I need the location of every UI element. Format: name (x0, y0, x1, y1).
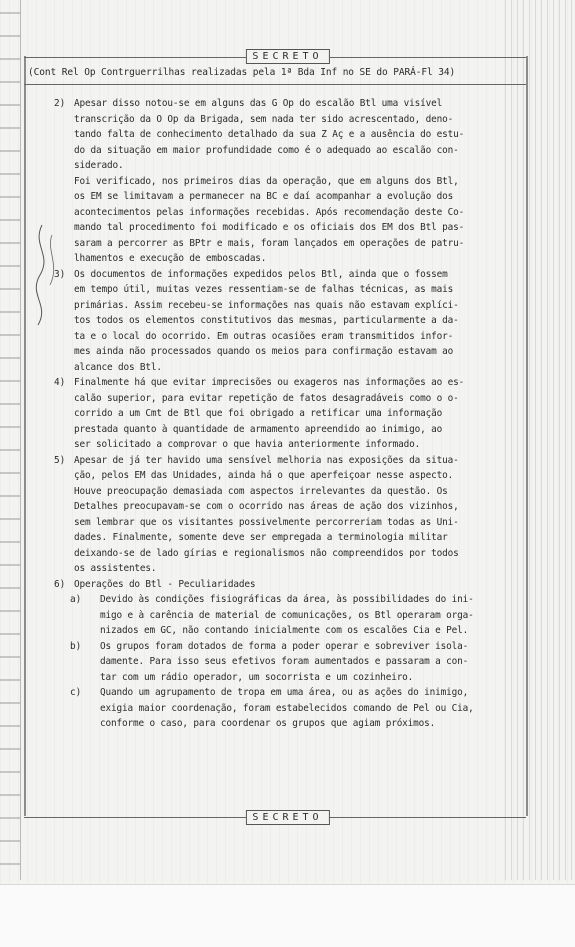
text-line: os EM se limitavam a permanecer na BC e daí acompanhar a evolução dos (74, 191, 454, 202)
subitem-c (70, 685, 514, 732)
section-heading: Operações do Btl - Peculiaridades (74, 578, 256, 590)
text-line: calão superior, para evitar repetição de fatos desagradáveis como o o- (74, 392, 459, 404)
text-line: Foi verificado, nos primeiros dias da operação, que em alguns dos Btl, (74, 175, 459, 187)
paragraph-number: 2) (54, 98, 66, 109)
text-line: mando tal procedimento foi modificado e os oficiais dos EM dos Btl pas- (74, 222, 465, 233)
text-line: ção, pelos EM das Unidades, ainda há o que aperfeiçoar nesse aspecto. (74, 470, 454, 481)
text-line: tando falta de conhecimento detalhado da sua Z Aç e a ausência do estu- (74, 129, 465, 140)
paragraph-number: 5) (54, 454, 66, 466)
text-line: migo e à carência de material de comunicações, os Btl operaram orga- (100, 609, 474, 621)
text-line: siderado. (74, 160, 124, 171)
classification-bottom: SECRETO (245, 810, 329, 825)
text-line: ser solicitado a comprovar o que havia anteriormente informado. (74, 439, 421, 450)
text-line: deixando-se de lado gírias e regionalismos não compreendidos por todos (74, 547, 459, 559)
text-line: exigia maior coordenação, foram estabelecidos comando de Pel ou Cia, (100, 702, 474, 714)
text-line: Houve preocupação demasiada com aspectos irrelevantes da questão. Os (74, 485, 448, 497)
subitem-b (70, 639, 514, 686)
text-line: primárias. Assim recebeu-se informações nas quais não estavam explíci- (74, 299, 459, 311)
text-line: mes ainda não processados quando os meios para confirmação estavam ao (74, 346, 454, 357)
text-line: Apesar disso notou-se em alguns das G Op do escalão Btl uma visível (74, 98, 443, 109)
subitem-letter: b) (70, 640, 82, 652)
text-line: os assistentes. (74, 563, 157, 574)
text-line: Os grupos foram dotados de forma a poder operar e sobreviver isola- (100, 640, 469, 652)
text-line: do da situação em maior profundidade como é o adequado ao escalão con- (74, 144, 459, 156)
paragraph-number: 4) (54, 377, 66, 388)
text-line: transcrição da O Op da Brigada, sem nada ter sido acrescentado, deno- (74, 113, 454, 125)
text-line: damente. Para isso seus efetivos foram aumentados e passaram a con- (100, 656, 469, 667)
paragraph-6 (54, 577, 514, 732)
text-line: nizados em GC, não contando inicialmente com os escalões Cia e Pel. (100, 625, 469, 636)
paragraph-2 (54, 96, 514, 174)
paragraph-5 (54, 453, 514, 577)
text-line: Quando um agrupamento de tropa em uma área, ou as ações do inimigo, (100, 687, 469, 698)
text-line: prestada quanto à quantidade de armamento apreendido ao inimigo, ao (74, 423, 443, 435)
text-line: acontecimentos pelas informações recebidas. Após recomendação deste Co- (74, 206, 465, 218)
subitem-a (70, 592, 514, 639)
text-line: Os documentos de informações expedidos pelos Btl, ainda que o fossem (74, 268, 448, 280)
text-line: corrido a um Cmt de Btl que foi obrigado a retificar uma informação (74, 408, 443, 419)
text-line: alcance dos Btl. (74, 361, 162, 373)
binding-edge (0, 0, 21, 880)
text-line: sem lembrar que os visitantes possivelmente percorreriam todas as Uni- (74, 516, 459, 528)
document-body (54, 96, 514, 732)
text-line: em tempo útil, muitas vezes ressentiam-se de falhas técnicas, as mais (74, 284, 454, 295)
text-line: Detalhes preocupavam-se com o ocorrido nas áreas de ação dos vizinhos, (74, 501, 459, 512)
text-line: dades. Finalmente, somente deve ser empregada a terminologia militar (74, 532, 448, 543)
paragraph-3 (54, 267, 514, 376)
paragraph-number: 6) (54, 578, 66, 590)
text-line: Apesar de já ter havido uma sensível melhoria nas exposições da situa- (74, 454, 459, 466)
running-head: (Cont Rel Op Contrguerrilhas realizadas pela 1ª Bda Inf no SE do PARÁ-Fl 34) (28, 67, 456, 78)
header-rule (24, 84, 526, 85)
paragraph-4 (54, 375, 514, 453)
paragraph-number: 3) (54, 268, 66, 280)
text-line: lhamentos e execução de emboscadas. (74, 253, 267, 264)
text-line: conforme o caso, para coordenar os grupos que agiam próximos. (100, 718, 436, 729)
text-line: tos todos os elementos constitutivos das mesmas, particularmente a da- (74, 315, 459, 326)
text-line: ta e o local do ocorrido. Em outras ocasiões eram transmitidos infor- (74, 330, 454, 342)
subitem-letter: c) (70, 687, 82, 698)
paragraph-2-cont (74, 174, 514, 267)
text-line: saram a percorrer as BPtr e mais, foram lançados em operações de patru- (74, 237, 465, 249)
handwritten-margin-note (22, 215, 82, 335)
classification-top: SECRETO (245, 49, 329, 64)
page-bottom-margin (0, 884, 575, 947)
subitem-letter: a) (70, 594, 82, 605)
text-line: tar com um rádio operador, um socorrista e um cozinheiro. (100, 671, 414, 683)
text-line: Finalmente há que evitar imprecisões ou exageros nas informações ao es- (74, 377, 465, 388)
text-line: Devido às condições fisiográficas da área, às possibilidades do ini- (100, 594, 474, 605)
